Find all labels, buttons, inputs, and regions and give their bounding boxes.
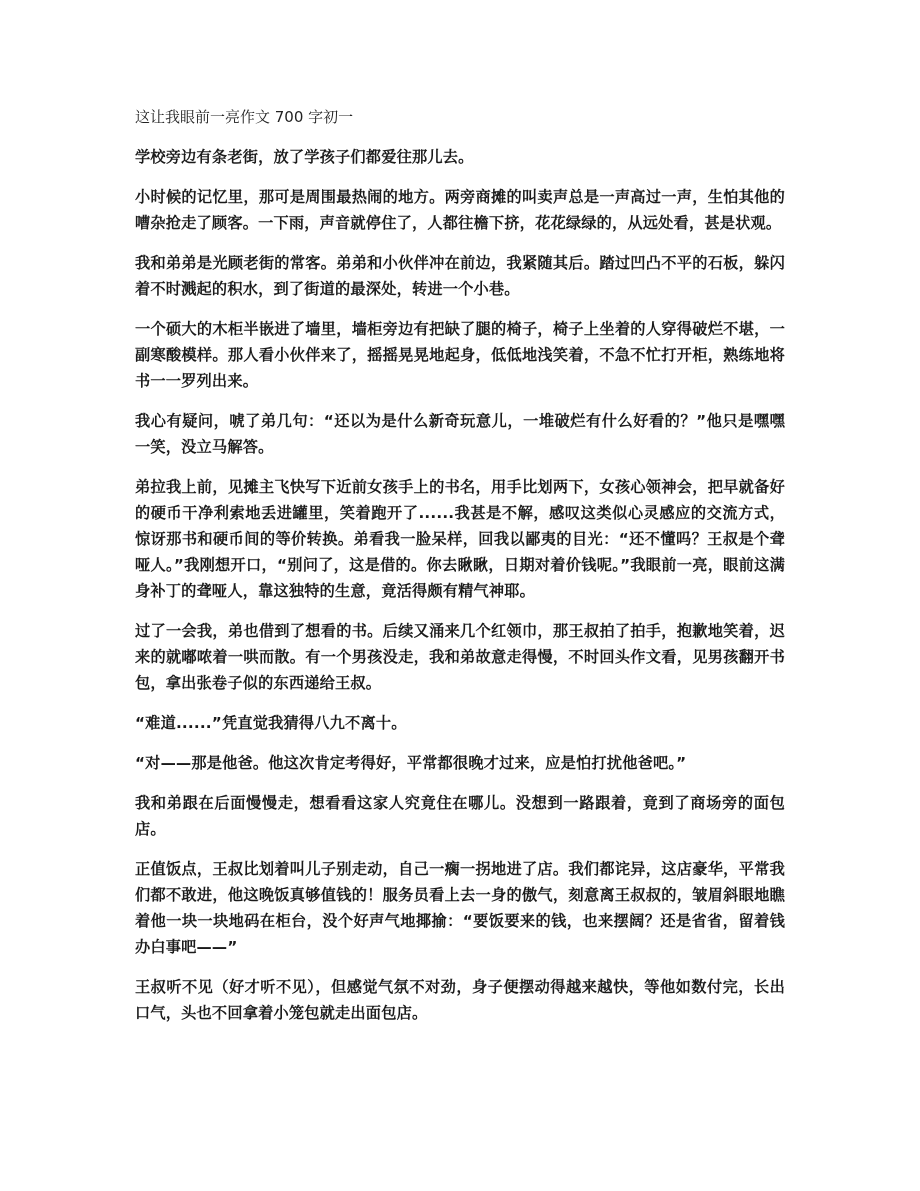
paragraph: 过了一会我，弟也借到了想看的书。后续又涌来几个红领巾，那王叔拍了拍手，抱歉地笑着，迟来的就嘟哝着一哄而散。有一个男孩没走，我和弟故意走得慢，不时回头作文看，见男孩翻开书包，拿出张卷子似的东西递给王叔。 (135, 622, 785, 692)
paragraph: “难道......”凭直觉我猜得八九不离十。 (135, 714, 407, 732)
paragraph: 弟拉我上前，见摊主飞快写下近前女孩手上的书名，用手比划两下，女孩心领神会，把早就备好的硬币干净利索地丢进罐里，笑着跑开了......我甚是不解，感叹这类似心灵感应的交流方式，惊讶那书和硬币间的等价转换。弟看我一脸呆样，回我以鄙夷的目光：“还不懂吗？王叔是个聋哑人。”我刚想开口，“别问了，这是借的。你去瞅瞅，日期对着价钱呢。”我眼前一亮，眼前这满身补丁的聋哑人，靠这独特的生意，竟活得颇有精气神耶。 (135, 478, 785, 600)
paragraph: 我心有疑问，唬了弟几句：“还以为是什么新奇玩意儿，一堆破烂有什么好看的？”他只是嘿嘿一笑，没立马解答。 (135, 412, 785, 456)
document-title: 这让我眼前一亮作文 700 字初一 (135, 108, 354, 126)
paragraph: 王叔听不见（好才听不见），但感觉气氛不对劲，身子便摆动得越来越快，等他如数付完，长出口气，头也不回拿着小笼包就走出面包店。 (135, 978, 785, 1022)
document-page (135, 104, 785, 1040)
paragraph: 学校旁边有条老街，放了学孩子们都爱往那儿去。 (135, 148, 474, 166)
paragraph: 我和弟弟是光顾老街的常客。弟弟和小伙伴冲在前边，我紧随其后。踏过凹凸不平的石板，躲闪着不时溅起的积水，到了街道的最深处，转进一个小巷。 (135, 254, 785, 298)
paragraph: 一个硕大的木柜半嵌进了墙里，墙柜旁边有把缺了腿的椅子，椅子上坐着的人穿得破烂不堪，一副寒酸模样。那人看小伙伴来了，摇摇晃晃地起身，低低地浅笑着，不急不忙打开柜，熟练地将书一一罗列出来。 (135, 320, 785, 390)
paragraph: 小时候的记忆里，那可是周围最热闹的地方。两旁商摊的叫卖声总是一声高过一声，生怕其他的嘈杂抢走了顾客。一下雨，声音就停住了，人都往檐下挤，花花绿绿的，从远处看，甚是状观。 (135, 188, 785, 232)
paragraph: 正值饭点，王叔比划着叫儿子别走动，自己一瘸一拐地进了店。我们都诧异，这店豪华，平常我们都不敢进，他这晚饭真够值钱的！服务员看上去一身的傲气，刻意离王叔叔的，皱眉斜眼地瞧着他一块一块地码在柜台，没个好声气地揶揄：“要饭要来的钱，也来摆阔？还是省省，留着钱办白事吧——” (135, 860, 785, 956)
paragraph: “对——那是他爸。他这次肯定考得好，平常都很晚才过来，应是怕打扰他爸吧。” (135, 754, 687, 772)
paragraph: 我和弟跟在后面慢慢走，想看看这家人究竟住在哪儿。没想到一路跟着，竟到了商场旁的面包店。 (135, 794, 785, 838)
